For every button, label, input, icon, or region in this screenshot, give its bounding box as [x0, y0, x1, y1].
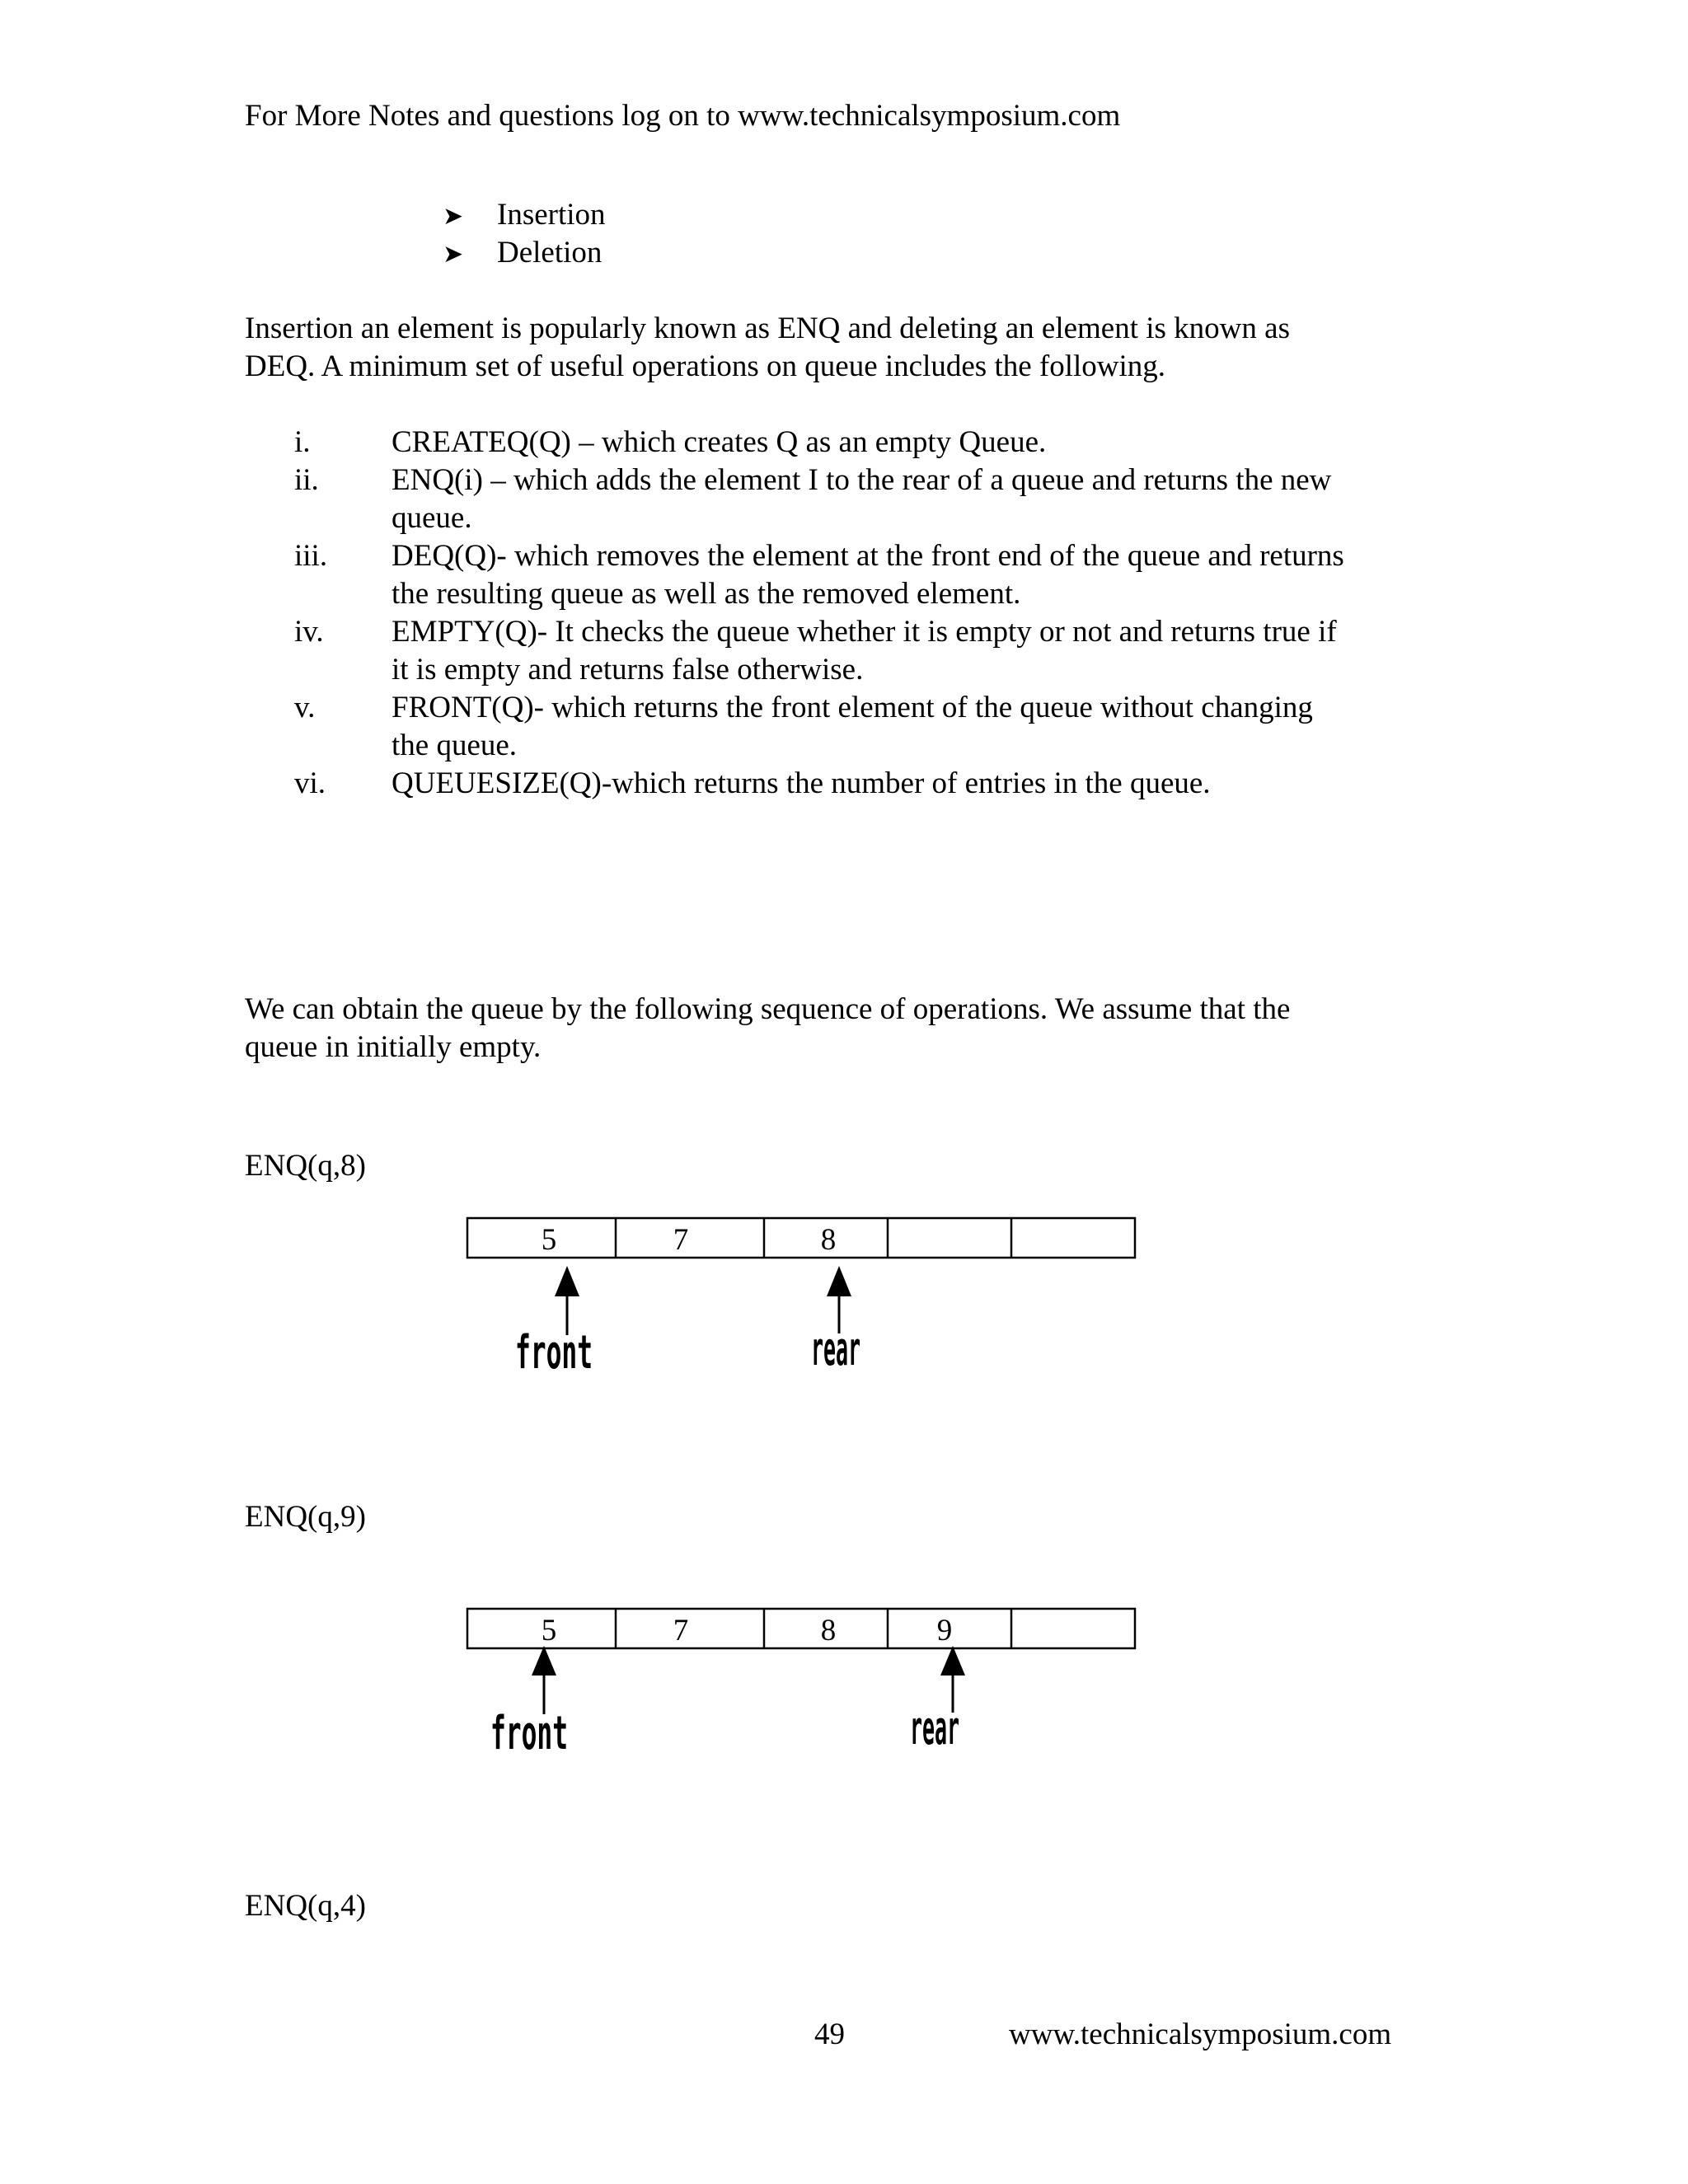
rear-pointer-label: rear [910, 1702, 959, 1755]
footer-website: www.technicalsymposium.com [1009, 2018, 1392, 2051]
front-pointer-label: front [515, 1326, 593, 1380]
queue-cell-value: 8 [820, 1223, 837, 1257]
front-pointer-label: front [490, 1707, 568, 1760]
list-number: v. [294, 691, 316, 724]
rear-pointer-label: rear [811, 1323, 860, 1376]
list-item-createq: CREATEQ(Q) – which creates Q as an empty Queue. [392, 425, 1047, 459]
arrowhead-bullet-icon: ➤ [443, 240, 464, 269]
list-item-queuesize: QUEUESIZE(Q)-which returns the number of entries in the queue. [392, 766, 1211, 800]
queue-cell-value: 7 [673, 1614, 689, 1647]
bullet-label: Insertion [497, 198, 606, 232]
intro-line-2: DEQ. A minimum set of useful operations on queue includes the following. [245, 349, 1166, 383]
list-item-front: FRONT(Q)- which returns the front element of the queue without changing the queue. [392, 691, 1313, 762]
front-arrow-head-icon [555, 1266, 579, 1296]
queue-cell-value: 5 [541, 1223, 557, 1257]
list-number: i. [294, 425, 311, 459]
queue-outline [467, 1218, 1135, 1258]
list-item-enq: ENQ(i) – which adds the element I to the rear of a queue and returns the new queue. [392, 463, 1332, 535]
list-number: vi. [294, 766, 326, 800]
queue-cell-value: 9 [936, 1614, 953, 1647]
sequence-intro-line-1: We can obtain the queue by the following sequence of operations. We assume that the [245, 992, 1291, 1026]
step-label-enq-8: ENQ(q,8) [245, 1149, 366, 1183]
bullet-label: Deletion [497, 236, 603, 269]
step-label-enq-4: ENQ(q,4) [245, 1889, 366, 1923]
intro-line-1: Insertion an element is popularly known as ENQ and deleting an element is known as [245, 312, 1290, 345]
queue-cell-value: 7 [673, 1223, 689, 1257]
page-header: For More Notes and questions log on to www.technicalsymposium.com [245, 99, 1121, 133]
list-number: iii. [294, 539, 328, 573]
list-item-deq: DEQ(Q)- which removes the element at the front end of the queue and returns the resulting queue as well as the removed element. [392, 539, 1344, 611]
rear-arrow-head-icon [940, 1646, 965, 1675]
step-label-enq-9: ENQ(q,9) [245, 1500, 366, 1534]
queue-outline [467, 1609, 1135, 1648]
queue-diagram-enq-9 [467, 1609, 1135, 1760]
sequence-intro-line-2: queue in initially empty. [245, 1030, 542, 1064]
queue-cell-value: 8 [820, 1614, 837, 1647]
list-item-empty: EMPTY(Q)- It checks the queue whether it is empty or not and returns true if it is empty and returns false otherwise. [392, 615, 1337, 687]
rear-arrow-head-icon [827, 1266, 851, 1296]
front-arrow-head-icon [532, 1646, 556, 1675]
queue-cell-value: 5 [541, 1614, 557, 1647]
list-number: ii. [294, 463, 319, 497]
arrowhead-bullet-icon: ➤ [443, 202, 464, 231]
list-number: iv. [294, 615, 324, 649]
page-number: 49 [814, 2018, 845, 2051]
queue-diagram-enq-8 [467, 1218, 1135, 1380]
